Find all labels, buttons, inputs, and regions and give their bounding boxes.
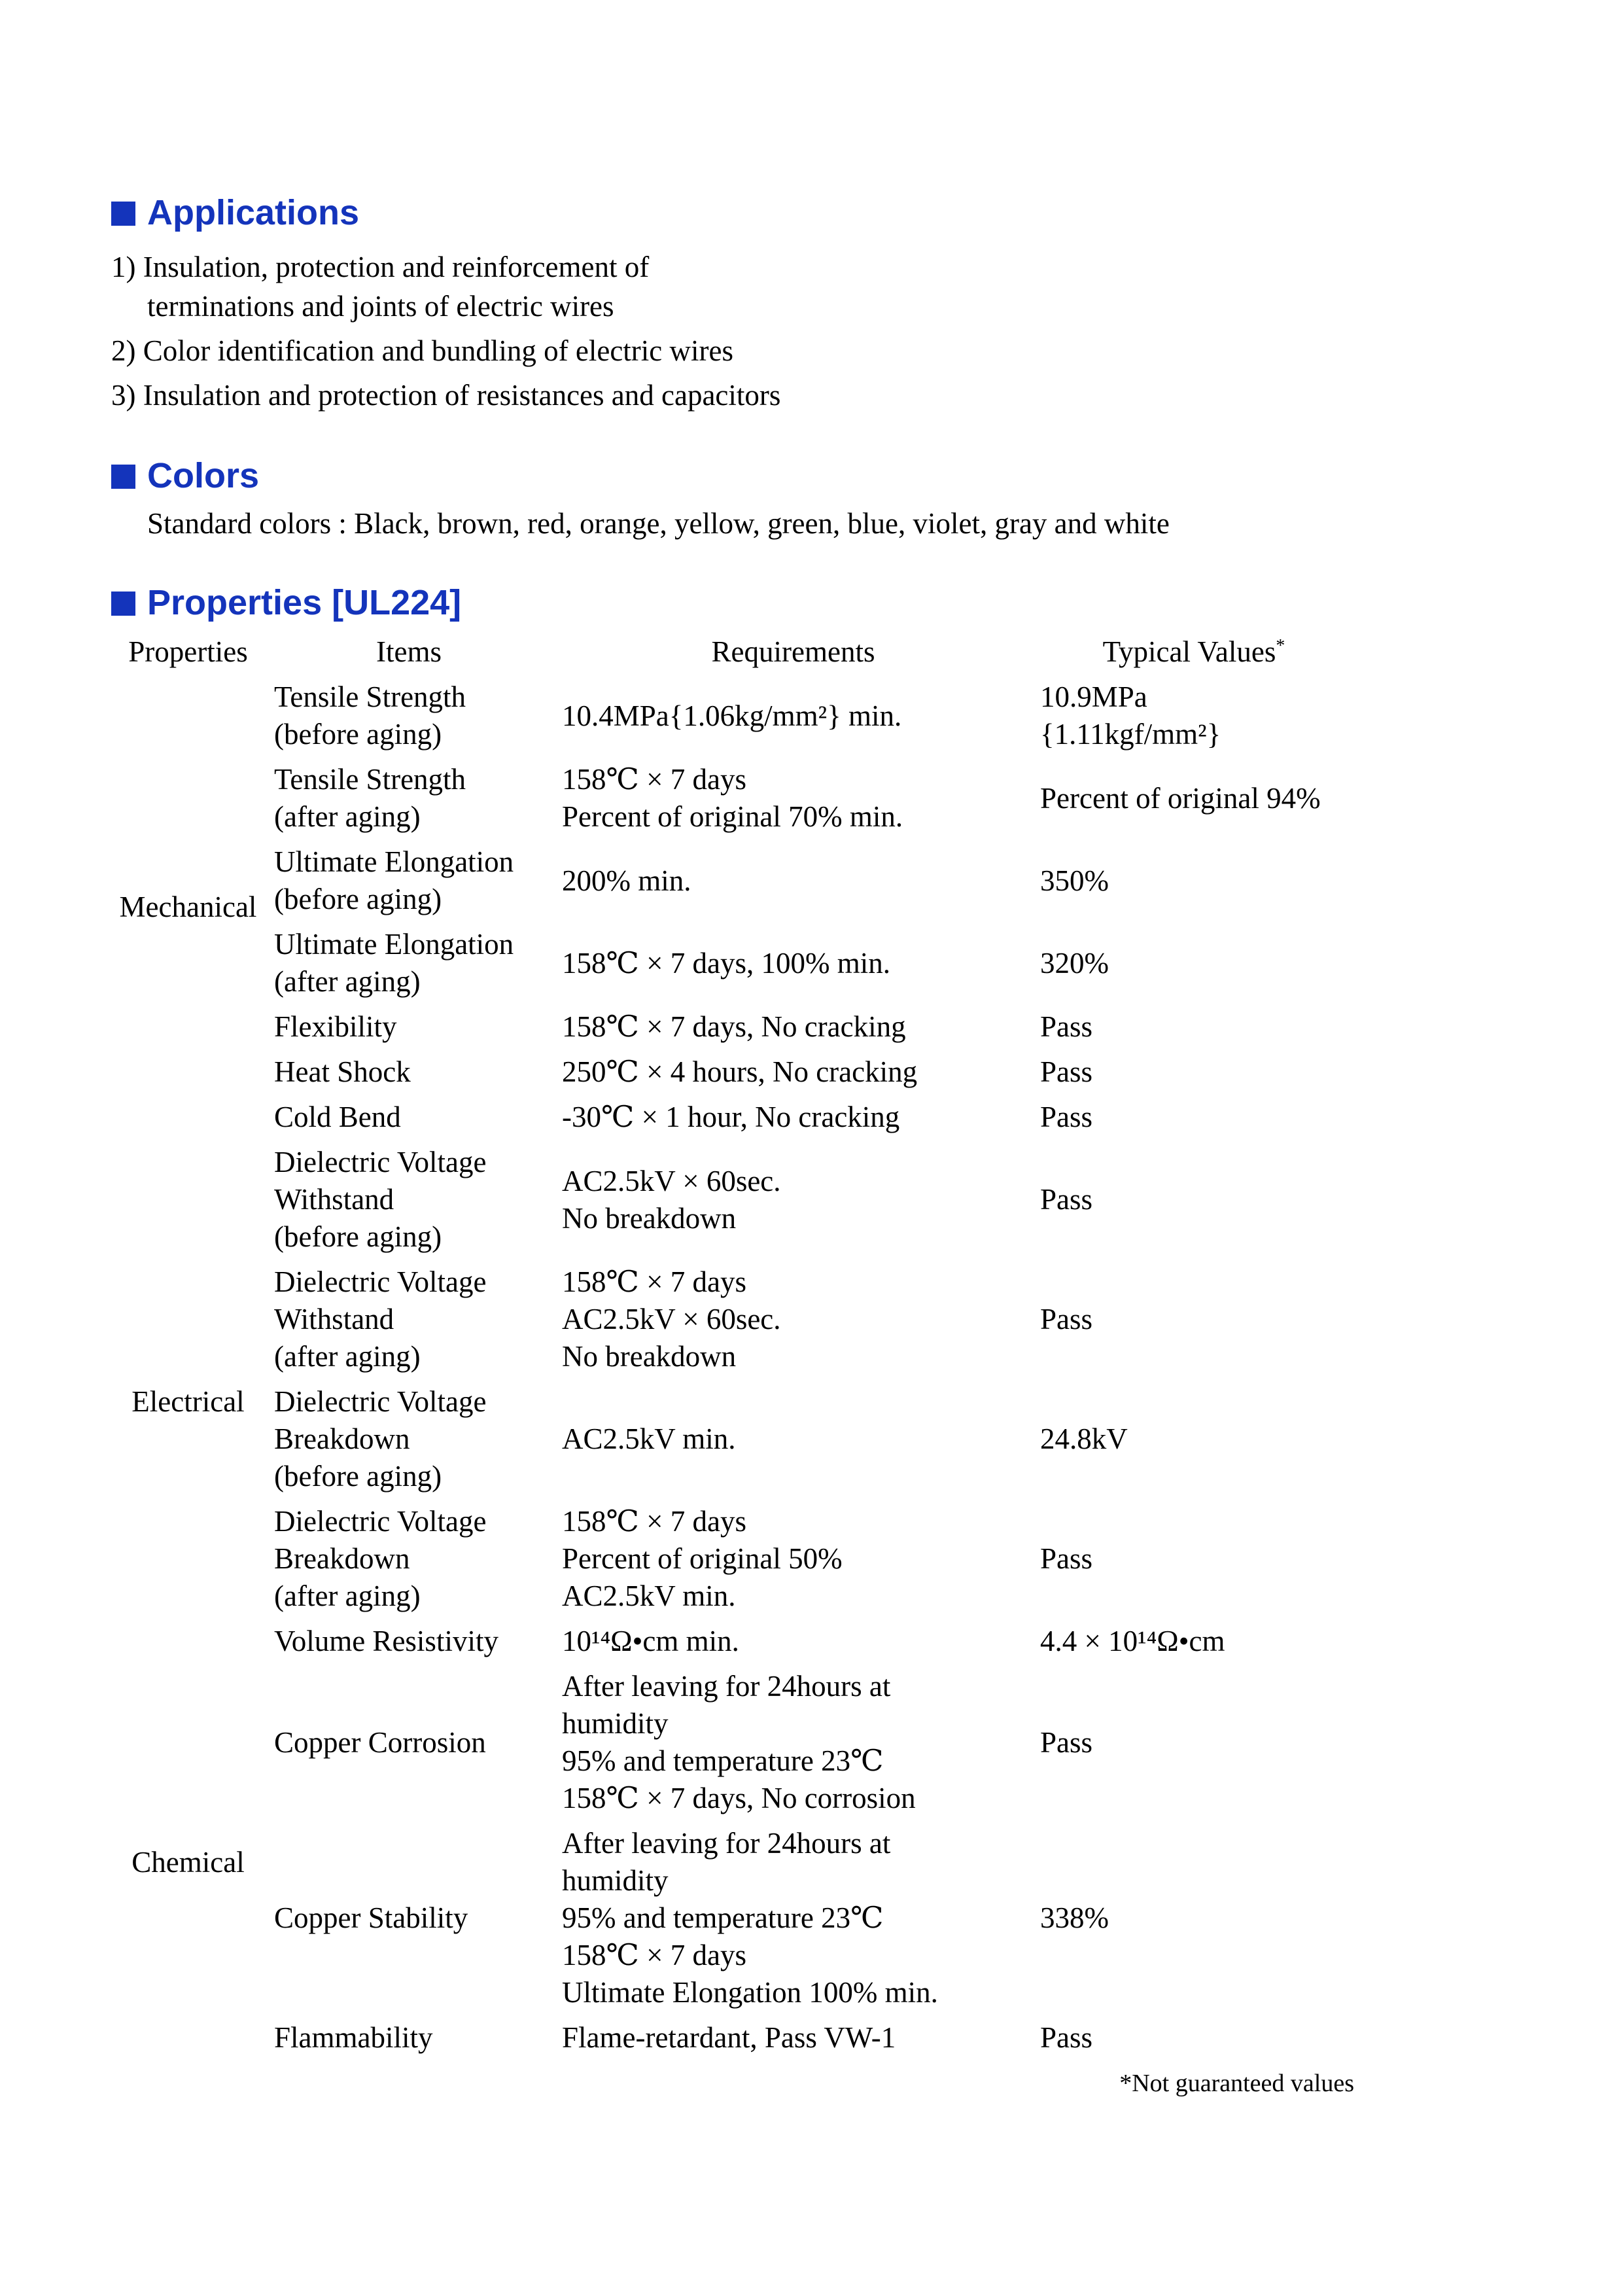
properties-heading	[111, 582, 1357, 623]
table-cell-typical-value: Pass	[1040, 1101, 1093, 1133]
table-cell-typical-value: Pass	[1040, 1183, 1093, 1216]
colors-heading	[111, 455, 1357, 496]
table-cell-item: Tensile Strength (before aging)	[274, 680, 466, 751]
properties-section	[111, 582, 1357, 2098]
table-cell-typical-value: 350%	[1040, 864, 1109, 897]
table-cell-item: Heat Shock	[274, 1055, 411, 1088]
table-cell-item: Dielectric Voltage Breakdown (before aging)	[274, 1385, 487, 1492]
table-cell-requirements: 158℃ × 7 days, No cracking	[562, 1010, 906, 1043]
column-header-items: Items	[376, 635, 442, 668]
table-row	[111, 1821, 1354, 2015]
table-row	[111, 1379, 1354, 1499]
table-cell-typical-value: 4.4 × 10¹⁴Ω•cm	[1040, 1625, 1225, 1657]
table-cell-typical-value: Pass	[1040, 1010, 1093, 1043]
table-cell-item: Copper Corrosion	[274, 1725, 486, 1759]
table-cell-requirements: After leaving for 24hours at humidity 95% and temperature 23℃ 158℃ × 7 days, No corrosion	[562, 1670, 916, 1814]
property-group-label: Electrical	[131, 1385, 245, 1418]
table-cell-item: Dielectric Voltage Withstand (after aging)	[274, 1265, 487, 1373]
table-cell-requirements: 158℃ × 7 days, 100% min.	[562, 946, 890, 980]
table-cell-requirements: 250℃ × 4 hours, No cracking	[562, 1055, 918, 1088]
table-row	[111, 1004, 1354, 1050]
applications-list	[111, 247, 1357, 415]
table-cell-requirements: 158℃ × 7 days Percent of original 50% AC2.5kV min.	[562, 1505, 843, 1612]
table-cell-requirements: Flame-retardant, Pass VW-1	[562, 2021, 896, 2054]
colors-section	[111, 455, 1357, 543]
table-row	[111, 675, 1354, 757]
column-header-typical-values	[1034, 629, 1354, 675]
table-cell-requirements: 10¹⁴Ω•cm min.	[562, 1625, 739, 1657]
table-cell-item: Dielectric Voltage Breakdown (after aging)	[274, 1505, 487, 1612]
table-cell-typical-value: 338%	[1040, 1901, 1109, 1934]
property-group-label: Mechanical	[119, 891, 257, 923]
column-header-properties: Properties	[128, 635, 248, 668]
table-cell-item: Ultimate Elongation (after aging)	[274, 928, 514, 998]
table-cell-requirements: 10.4MPa{1.06kg/mm²} min.	[562, 699, 902, 732]
table-row	[111, 1095, 1354, 1140]
property-group-label: Chemical	[131, 1845, 245, 1879]
properties-table-body	[111, 675, 1354, 2060]
typical-values-asterisk: *	[1276, 635, 1285, 656]
applications-item-1: 1) Insulation, protection and reinforcement of terminations and joints of electric wires	[111, 251, 650, 323]
section-bullet-square-icon	[111, 592, 135, 616]
table-row	[111, 1260, 1354, 1379]
table-row	[111, 1664, 1354, 1821]
table-cell-typical-value: Pass	[1040, 1055, 1093, 1088]
table-cell-requirements: 158℃ × 7 days Percent of original 70% min.	[562, 763, 903, 833]
table-cell-typical-value: Percent of original 94%	[1040, 781, 1321, 815]
section-bullet-square-icon	[111, 465, 135, 489]
colors-standard-colors-text: Standard colors : Black, brown, red, orange, yellow, green, blue, violet, gray and white	[147, 507, 1170, 540]
table-cell-item: Flammability	[274, 2021, 433, 2054]
table-cell-item: Ultimate Elongation (before aging)	[274, 845, 514, 915]
table-row	[111, 1140, 1354, 1260]
table-cell-typical-value: 10.9MPa {1.11kgf/mm²}	[1040, 680, 1221, 751]
table-header-row	[111, 629, 1354, 675]
table-cell-typical-value: Pass	[1040, 1542, 1093, 1575]
table-cell-item: Dielectric Voltage Withstand (before aging)	[274, 1146, 487, 1253]
colors-title: Colors	[147, 456, 260, 495]
table-cell-item: Copper Stability	[274, 1901, 468, 1934]
properties-title: Properties [UL224]	[147, 583, 462, 622]
table-row	[111, 1499, 1354, 1619]
table-cell-typical-value: 320%	[1040, 946, 1109, 980]
table-cell-requirements: AC2.5kV × 60sec. No breakdown	[562, 1164, 781, 1235]
table-cell-typical-value: Pass	[1040, 1725, 1093, 1759]
applications-item-3: 3) Insulation and protection of resistances and capacitors	[111, 379, 781, 412]
table-cell-requirements: AC2.5kV min.	[562, 1422, 736, 1455]
applications-item-2: 2) Color identification and bundling of electric wires	[111, 334, 733, 367]
section-bullet-square-icon	[111, 202, 135, 226]
table-cell-item: Flexibility	[274, 1010, 397, 1043]
table-row	[111, 2015, 1354, 2060]
table-cell-requirements: 158℃ × 7 days AC2.5kV × 60sec. No breakdown	[562, 1265, 781, 1373]
table-cell-typical-value: Pass	[1040, 2021, 1093, 2054]
page-content	[111, 0, 1357, 2098]
table-cell-typical-value: Pass	[1040, 1303, 1093, 1335]
applications-heading	[111, 192, 1357, 233]
table-row	[111, 757, 1354, 839]
table-row	[111, 1050, 1354, 1095]
table-row	[111, 922, 1354, 1004]
table-cell-item: Cold Bend	[274, 1101, 401, 1133]
table-footnote: *Not guaranteed values	[1119, 2070, 1354, 2097]
table-cell-typical-value: 24.8kV	[1040, 1422, 1128, 1455]
typical-values-label: Typical Values	[1102, 635, 1276, 668]
table-cell-item: Volume Resistivity	[274, 1625, 498, 1657]
table-cell-requirements: After leaving for 24hours at humidity 95% and temperature 23℃ 158℃ × 7 days Ultimate Elongation 100% min.	[562, 1827, 938, 2009]
column-header-requirements: Requirements	[711, 635, 875, 668]
properties-table	[111, 629, 1354, 2060]
applications-title: Applications	[147, 193, 360, 232]
table-row	[111, 1619, 1354, 1664]
table-cell-requirements: 200% min.	[562, 864, 691, 897]
table-cell-requirements: -30℃ × 1 hour, No cracking	[562, 1101, 900, 1133]
table-cell-item: Tensile Strength (after aging)	[274, 763, 466, 833]
table-row	[111, 839, 1354, 922]
